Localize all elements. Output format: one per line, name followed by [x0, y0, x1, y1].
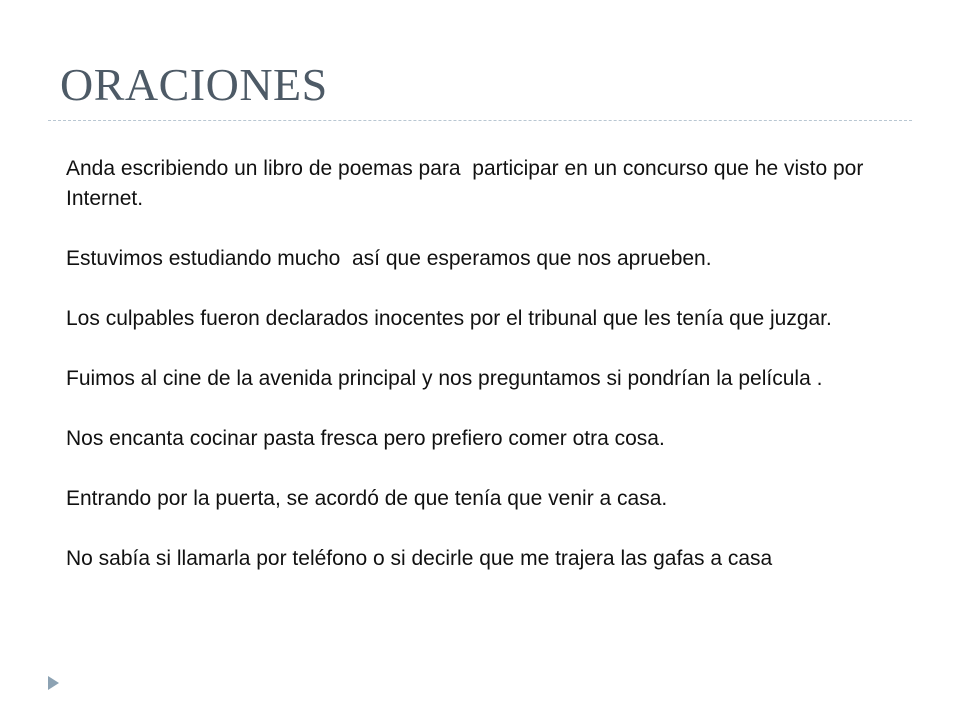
sentence-list — [66, 154, 926, 574]
sentence-6: Entrando por la puerta, se acordó de que tenía que venir a casa. — [66, 487, 668, 510]
sentence-4: Fuimos al cine de la avenida principal y nos preguntamos si pondrían la película . — [66, 367, 823, 390]
sentence-5: Nos encanta cocinar pasta fresca pero prefiero comer otra cosa. — [66, 427, 665, 450]
title-divider — [48, 120, 912, 121]
sentence-3: Los culpables fueron declarados inocentes por el tribunal que les tenía que juzgar. — [66, 307, 832, 330]
sentence-7: No sabía si llamarla por teléfono o si decirle que me trajera las gafas a casa — [66, 547, 773, 570]
triangle-bullet-icon — [48, 676, 59, 690]
slide-title: ORACIONES — [60, 59, 328, 110]
sentence-2: Estuvimos estudiando mucho así que esperamos que nos aprueben. — [66, 247, 712, 270]
sentence-1: Anda escribiendo un libro de poemas para participar en un concurso que he visto por Internet. — [66, 157, 870, 210]
